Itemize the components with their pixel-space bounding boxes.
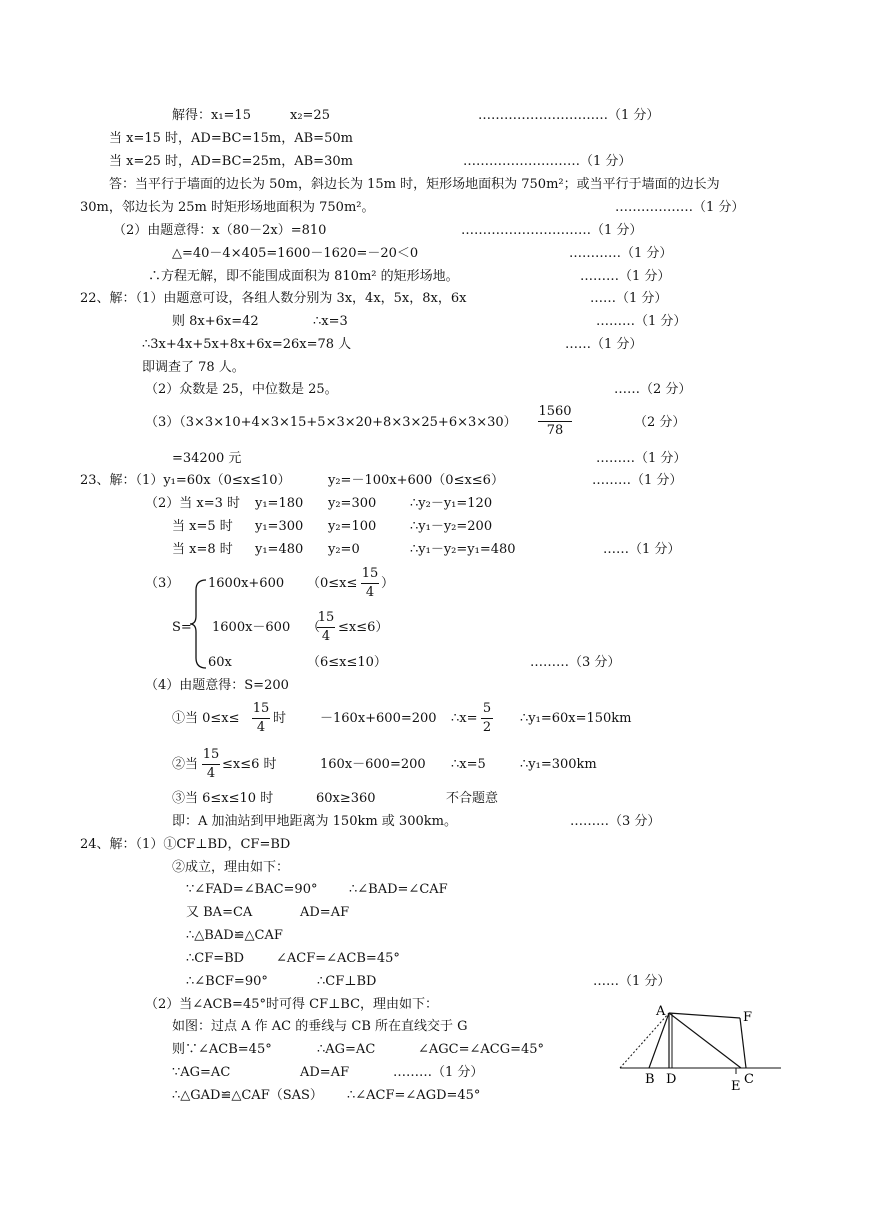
proof-line: ∠ACF=∠ACB=45°: [276, 951, 400, 966]
case-3-note: 不合题意: [446, 791, 499, 806]
value: y₁=480: [255, 542, 304, 557]
score-mark: …………（1 分）: [569, 246, 673, 261]
fraction-numerator: 1560: [538, 404, 572, 419]
value: ∴y₁－y₂=y₁=480: [410, 542, 516, 557]
score-mark: ………（1 分）: [580, 269, 671, 284]
case-1-result: ∴y₁=60x=150km: [520, 711, 632, 726]
score-mark: ………………（1 分）: [615, 200, 745, 215]
answer-line-2: 30m，邻边长为 25m 时矩形场地面积为 750m²。: [80, 200, 375, 215]
score-mark: ………（1 分）: [592, 473, 683, 488]
value: ∴y₁－y₂=200: [410, 519, 493, 534]
answer-line-1: 答：当平行于墙面的边长为 50m，斜边长为 15m 时，矩形场地面积为 750m²；或当平行于墙面的边长为: [109, 177, 720, 192]
value: y₁=180: [255, 496, 304, 511]
q22-x: ∴x=3: [313, 314, 348, 329]
case-1: ①当 0≤x≤: [172, 711, 240, 726]
q22-header: 22、解：（1）由题意可设，各组人数分别为 3x，4x，5x，8x，6x: [80, 291, 467, 306]
value: y₂=100: [328, 519, 377, 534]
case-2-x: ∴x=5: [451, 757, 486, 772]
case-x15: 当 x=15 时，AD=BC=15m，AB=50m: [109, 131, 353, 146]
proof-line: ∠AGC=∠ACG=45°: [418, 1042, 545, 1057]
fraction-15-4: [252, 701, 270, 736]
proof-line: AD=AF: [300, 905, 350, 920]
q23-case-5: 当 x=5 时: [172, 519, 233, 534]
fraction-denominator: 4: [365, 585, 375, 600]
piece-1-expr: 1600x+600: [208, 576, 285, 591]
case-1-equation: －160x+600=200: [320, 711, 437, 726]
point-D-label: D: [666, 1072, 677, 1087]
case-3: ③当 6≤x≤10 时: [172, 791, 274, 806]
point-A-label: A: [656, 1004, 666, 1019]
proof-line: ∴∠BCF=90°: [186, 974, 268, 989]
fraction-denominator: 4: [256, 720, 266, 735]
q23-y2: y₂=－100x+600（0≤x≤6）: [328, 473, 504, 488]
fraction-numerator: 15: [252, 701, 270, 716]
fraction-numerator: 15: [202, 747, 220, 762]
piece-2-cond: （: [307, 620, 321, 635]
q23-case-8: 当 x=8 时: [172, 542, 233, 557]
score-mark: ……（1 分）: [593, 974, 671, 989]
score-mark: ………………………（1 分）: [463, 154, 632, 169]
piece-1-cond-end: ）: [381, 576, 395, 591]
q22-equation: 则 8x+6x=42: [172, 314, 259, 329]
geometry-figure: [615, 995, 785, 1095]
case-2-equation: 160x－600=200: [320, 757, 426, 772]
q23-case-3: （2）当 x=3 时: [145, 496, 241, 511]
value: y₁=300: [255, 519, 304, 534]
score-mark: ………（1 分）: [596, 314, 687, 329]
q24-header: 24、解：（1）①CF⊥BD，CF=BD: [80, 837, 291, 852]
q23-conclusion: 即：A 加油站到甲地距离为 150km 或 300km。: [172, 814, 457, 829]
proof-line: ∴△GAD≌△CAF（SAS）: [172, 1088, 323, 1103]
solve-result-x2: x₂=25: [290, 108, 330, 123]
brace-icon: [188, 578, 210, 670]
score-mark: ………（3 分）: [570, 814, 661, 829]
fraction-15-4: [202, 747, 220, 782]
fraction-numerator: 5: [482, 701, 492, 716]
fraction-1560-78: [538, 404, 572, 439]
case-2: ②当: [172, 757, 199, 772]
point-F-label: F: [743, 1010, 753, 1025]
q22-average-expr: （3）（3×3×10+4×3×15+5×3×20+8×3×25+6×3×30）: [145, 415, 517, 430]
value: y₂=0: [328, 542, 360, 557]
fraction-denominator: 78: [546, 423, 564, 438]
score-mark: ………（3 分）: [530, 655, 621, 670]
proof-line: ∴CF=BD: [186, 951, 245, 966]
solve-result-x1: 解得：x₁=15: [172, 108, 251, 123]
fraction-denominator: 4: [206, 766, 216, 781]
q23-header: 23、解：（1）y₁=60x（0≤x≤10）: [80, 473, 291, 488]
q22-result: =34200 元: [172, 451, 242, 466]
q23-part3-label: （3）: [145, 576, 180, 591]
proof-line: ∵AG=AC: [172, 1065, 231, 1080]
case-2-tail: ≤x≤6 时: [222, 757, 277, 772]
proof-line: AD=AF: [300, 1065, 350, 1080]
piecewise-s-label: S=: [172, 620, 192, 635]
score-mark: …………………………（1 分）: [461, 223, 643, 238]
proof-line: 则∵∠ACB=45°: [172, 1042, 272, 1057]
proof-line: ∵∠FAD=∠BAC=90°: [186, 882, 318, 897]
q24-claim: ②成立，理由如下：: [172, 860, 290, 875]
piece-2-cond-end: ≤x≤6）: [338, 620, 389, 635]
piece-1-cond: （0≤x≤: [307, 576, 358, 591]
equation-part2: （2）由题意得：x（80－2x）=810: [113, 223, 327, 238]
case-x25: 当 x=25 时，AD=BC=25m，AB=30m: [109, 154, 353, 169]
fraction-numerator: 15: [361, 566, 379, 581]
fraction-15-4: [361, 566, 379, 601]
proof-line: ∴∠BAD=∠CAF: [349, 882, 448, 897]
fraction-denominator: 2: [482, 720, 492, 735]
value: y₂=300: [328, 496, 377, 511]
case-2-result: ∴y₁=300km: [520, 757, 597, 772]
proof-line: 又 BA=CA: [186, 905, 253, 920]
point-E-label: E: [731, 1079, 741, 1094]
score-mark: …………………………（1 分）: [478, 108, 660, 123]
score-mark: ……（2 分）: [614, 382, 692, 397]
piece-2-expr: 1600x－600: [212, 620, 291, 635]
score-mark: ……（1 分）: [590, 291, 668, 306]
fraction-5-2: [481, 701, 493, 736]
point-C-label: C: [744, 1072, 754, 1087]
discriminant: △=40－4×405=1600－1620=－20＜0: [172, 246, 419, 261]
score-mark: ………（1 分）: [596, 451, 687, 466]
proof-line: ∴AG=AC: [317, 1042, 376, 1057]
proof-line: 如图：过点 A 作 AC 的垂线与 CB 所在直线交于 G: [172, 1019, 468, 1034]
fraction-denominator: 4: [321, 629, 331, 644]
piece-3-expr: 60x: [208, 655, 232, 670]
q22-total: ∴3x+4x+5x+8x+6x=26x=78 人: [142, 337, 352, 352]
case-1-tail: 时: [273, 711, 287, 726]
case-1-x: ∴x=: [451, 711, 478, 726]
value: ∴y₂－y₁=120: [410, 496, 493, 511]
fraction-15-4: [317, 610, 335, 645]
piece-3-cond: （6≤x≤10）: [307, 655, 387, 670]
proof-line: ∴CF⊥BD: [317, 974, 377, 989]
score-mark: ………（1 分）: [393, 1065, 484, 1080]
proof-line: ∴∠ACF=∠AGD=45°: [347, 1088, 481, 1103]
score-mark: ……（1 分）: [565, 337, 643, 352]
score-mark: （2 分）: [634, 415, 686, 430]
q22-mode-median: （2）众数是 25，中位数是 25。: [145, 382, 338, 397]
no-solution: ∴方程无解，即不能围成面积为 810m² 的矩形场地。: [148, 269, 459, 284]
case-3-ineq: 60x≥360: [316, 791, 376, 806]
q22-surveyed: 即调查了 78 人。: [142, 360, 245, 375]
q24-part2: （2）当∠ACB=45°时可得 CF⊥BC，理由如下：: [145, 997, 439, 1012]
fraction-numerator: 15: [317, 610, 335, 625]
q23-part4: （4）由题意得：S=200: [145, 678, 289, 693]
score-mark: ……（1 分）: [603, 542, 681, 557]
point-B-label: B: [645, 1072, 655, 1087]
proof-line: ∴△BAD≌△CAF: [186, 928, 283, 943]
